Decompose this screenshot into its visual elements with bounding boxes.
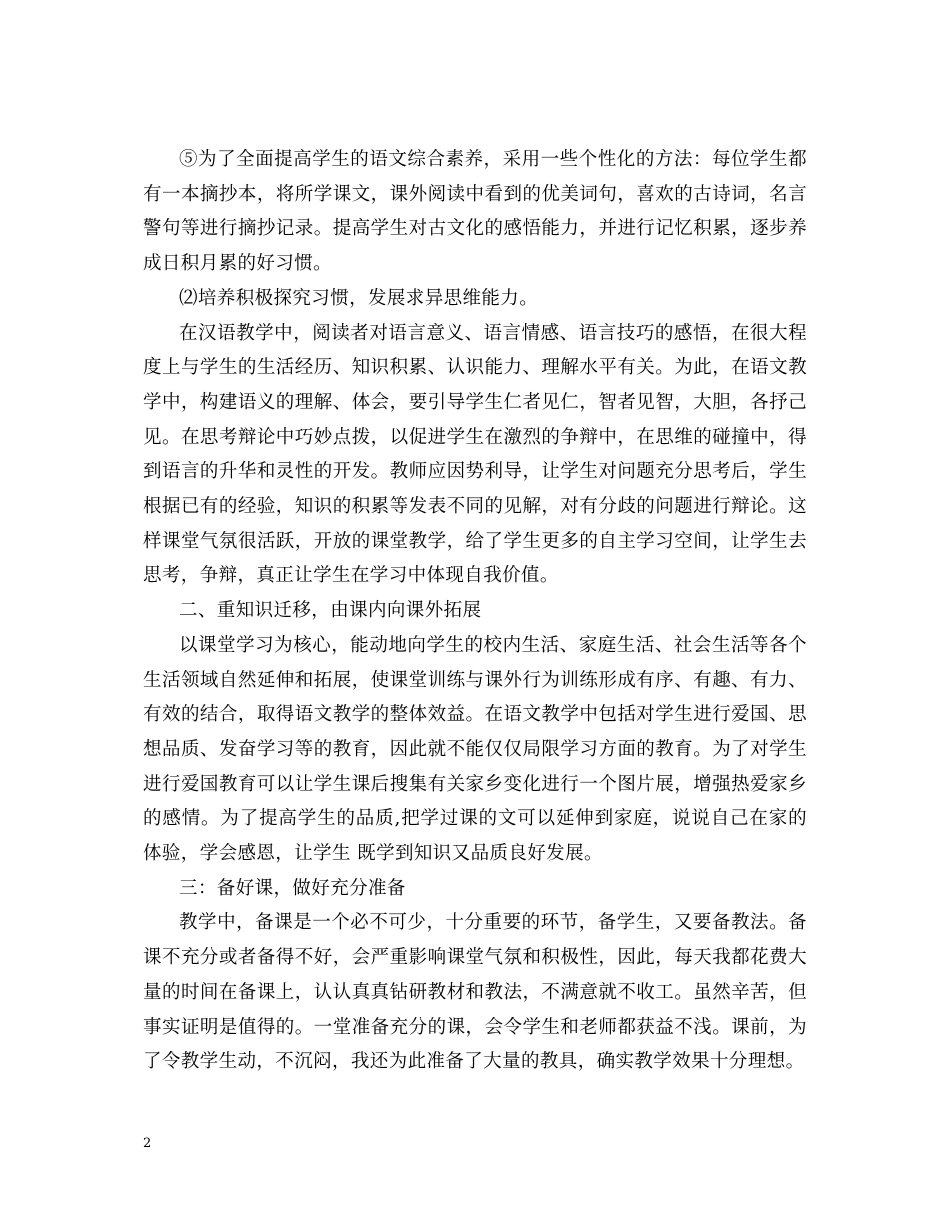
- section-heading-lesson-preparation: 三：备好课，做好充分准备: [179, 877, 406, 899]
- paragraph-classroom-extension: 以课堂学习为核心，能动地向学生的校内生活、家庭生活、社会生活等各个生活领域自然延伸和拓展，使课堂训练与课外行为训练形成有序、有趣、有力、有效的结合，取得语文教学的整体效益。在语文教学中包括对学生进行爱国、思想品质、发奋学习等的教育，因此就不能仅仅局限学习方面的教育。为了对学生进行爱国教育可以让学生课后搜集有关家乡变化进行一个图片展，增强热爱家乡的感情。为了提高学生的品质,把学过课的文可以延伸到家庭，说说自己在家的体验，学会感恩，让学生 既学到知识又品质良好发展。: [143, 634, 807, 865]
- page-number: 2: [143, 1136, 152, 1151]
- subheading-inquiry-habits: ⑵培养积极探究习惯，发展求异思维能力。: [179, 287, 539, 309]
- section-heading-knowledge-transfer: 二、重知识迁移，由课内向课外拓展: [179, 600, 482, 622]
- paragraph-chinese-teaching: 在汉语教学中，阅读者对语言意义、语言情感、语言技巧的感悟，在很大程度上与学生的生活经历、知识积累、认识能力、理解水平有关。为此，在语文教学中，构建语义的理解、体会，要引导学生仁者见仁，智者见智，大胆，各抒己见。在思考辩论中巧妙点拨，以促进学生在激烈的争辩中，在思维的碰撞中，得到语言的升华和灵性的开发。教师应因势利导，让学生对问题充分思考后，学生根据已有的经验，知识的积累等发表不同的见解，对有分歧的问题进行辩论。这样课堂气氛很活跃，开放的课堂教学，给了学生更多的自主学习空间，让学生去思考，争辩，真正让学生在学习中体现自我价值。: [143, 322, 807, 587]
- paragraph-lesson-preparation: 教学中，备课是一个必不可少，十分重要的环节，备学生，又要备教法。备课不充分或者备得不好，会严重影响课堂气氛和积极性，因此，每天我都花费大量的时间在备课上，认认真真钻研教材和教法，不满意就不收工。虽然辛苦，但事实证明是值得的。一堂准备充分的课，会令学生和老师都获益不浅。课前，为了令教学生动，不沉闷，我还为此准备了大量的教具，确实教学效果十分理想。: [143, 912, 807, 1073]
- paragraph-excerpt-method: ⑤为了全面提高学生的语文综合素养，采用一些个性化的方法：每位学生都有一本摘抄本，将所学课文，课外阅读中看到的优美词句，喜欢的古诗词，名言警句等进行摘抄记录。提高学生对古文化的感悟能力，并进行记忆积累，逐步养成日积月累的好习惯。: [143, 149, 807, 275]
- document-body: [143, 143, 807, 1080]
